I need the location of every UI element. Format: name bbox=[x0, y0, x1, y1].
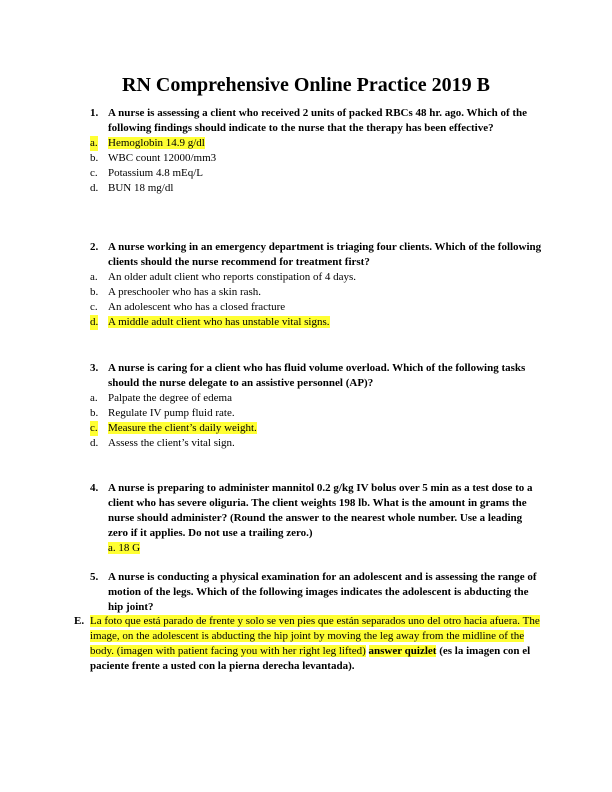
answer-option bbox=[90, 285, 542, 300]
answer-e-letter: E. bbox=[74, 615, 85, 627]
answer-e-text bbox=[74, 614, 544, 674]
option-letter: a. bbox=[90, 392, 98, 404]
option-text: Regulate IV pump fluid rate. bbox=[108, 407, 235, 419]
answer-line bbox=[90, 541, 542, 556]
question-1 bbox=[90, 106, 542, 196]
answer-option bbox=[90, 391, 542, 406]
question-text: 5. A nurse is conducting a physical examination for an adolescent and is assessing the range of motion of the legs. Which of the following images indicates the adolescent is abducting the hip joint? bbox=[90, 571, 537, 613]
option-text-highlighted: Hemoglobin 14.9 g/dl bbox=[108, 137, 205, 149]
answer-e bbox=[74, 614, 544, 674]
answer-quizlet-label: answer quizlet bbox=[368, 645, 437, 657]
page-title: RN Comprehensive Online Practice 2019 B bbox=[122, 74, 490, 96]
option-letter: c. bbox=[90, 301, 98, 313]
option-text: An older adult client who reports constipation of 4 days. bbox=[108, 271, 357, 283]
option-text: Potassium 4.8 mEq/L bbox=[108, 167, 204, 179]
answer-option bbox=[90, 136, 542, 151]
answer-option bbox=[90, 151, 542, 166]
answer-e-highlighted: La foto que está parado de frente y solo se ven pies que están separados uno del otro hacia afuera. The image, on the adolescent is abducting the hip joint by moving the leg away from the midline of the body. (imagen with patient facing you with her right leg lifted) bbox=[90, 615, 540, 657]
question-4 bbox=[90, 481, 542, 556]
option-letter: b. bbox=[90, 152, 99, 164]
question-number: 3. bbox=[90, 362, 99, 374]
option-text: A preschooler who has a skin rash. bbox=[108, 286, 262, 298]
answer-option bbox=[90, 166, 542, 181]
answer-option bbox=[90, 421, 542, 436]
question-text: 4. A nurse is preparing to administer mannitol 0.2 g/kg IV bolus over 5 min as a test dose to a client who has severe oliguria. The client weights 198 lb. What is the amount in grams the nurse should administer? (Round the answer to the nearest whole number. Use a leading zero if it applies. Do not use a trailing zero.) bbox=[90, 482, 533, 539]
question-2 bbox=[90, 240, 542, 330]
option-text: BUN 18 mg/dl bbox=[108, 182, 174, 194]
answer-option bbox=[90, 436, 542, 451]
option-letter: d. bbox=[90, 182, 99, 194]
answer-option bbox=[90, 181, 542, 196]
answer-e-rest: (es la imagen con el paciente frente a usted con la pierna derecha levantada). bbox=[90, 645, 531, 672]
answer-option bbox=[90, 300, 542, 315]
option-text-highlighted: Measure the client’s daily weight. bbox=[108, 422, 257, 434]
answer-highlighted: a. 18 G bbox=[108, 542, 141, 554]
option-letter: d. bbox=[90, 437, 99, 449]
question-number: 4. bbox=[90, 482, 99, 494]
option-text: Palpate the degree of edema bbox=[108, 392, 232, 404]
answer-option bbox=[90, 315, 542, 330]
question-5 bbox=[90, 570, 542, 615]
option-letter: a. bbox=[90, 137, 98, 149]
option-letter: d. bbox=[90, 316, 99, 328]
question-number: 2. bbox=[90, 241, 99, 253]
question-3 bbox=[90, 361, 542, 451]
option-letter: b. bbox=[90, 407, 99, 419]
question-text: 2. A nurse working in an emergency department is triaging four clients. Which of the following clients should the nurse recommend for treatment first? bbox=[90, 241, 542, 268]
option-text: WBC count 12000/mm3 bbox=[108, 152, 217, 164]
answer-option bbox=[90, 406, 542, 421]
question-number: 1. bbox=[90, 107, 99, 119]
option-text-highlighted: A middle adult client who has unstable vital signs. bbox=[108, 316, 330, 328]
question-text: 1. A nurse is assessing a client who received 2 units of packed RBCs 48 hr. ago. Which of the following findings should indicate to the nurse that the therapy has been effective? bbox=[90, 107, 528, 134]
option-letter: a. bbox=[90, 271, 98, 283]
option-text: An adolescent who has a closed fracture bbox=[108, 301, 286, 313]
option-letter: b. bbox=[90, 286, 99, 298]
option-letter: c. bbox=[90, 167, 98, 179]
question-number: 5. bbox=[90, 571, 99, 583]
option-letter: c. bbox=[90, 422, 98, 434]
question-text: 3. A nurse is caring for a client who has fluid volume overload. Which of the following tasks should the nurse delegate to an assistive personnel (AP)? bbox=[90, 362, 526, 389]
option-text: Assess the client’s vital sign. bbox=[108, 437, 235, 449]
answer-option bbox=[90, 270, 542, 285]
